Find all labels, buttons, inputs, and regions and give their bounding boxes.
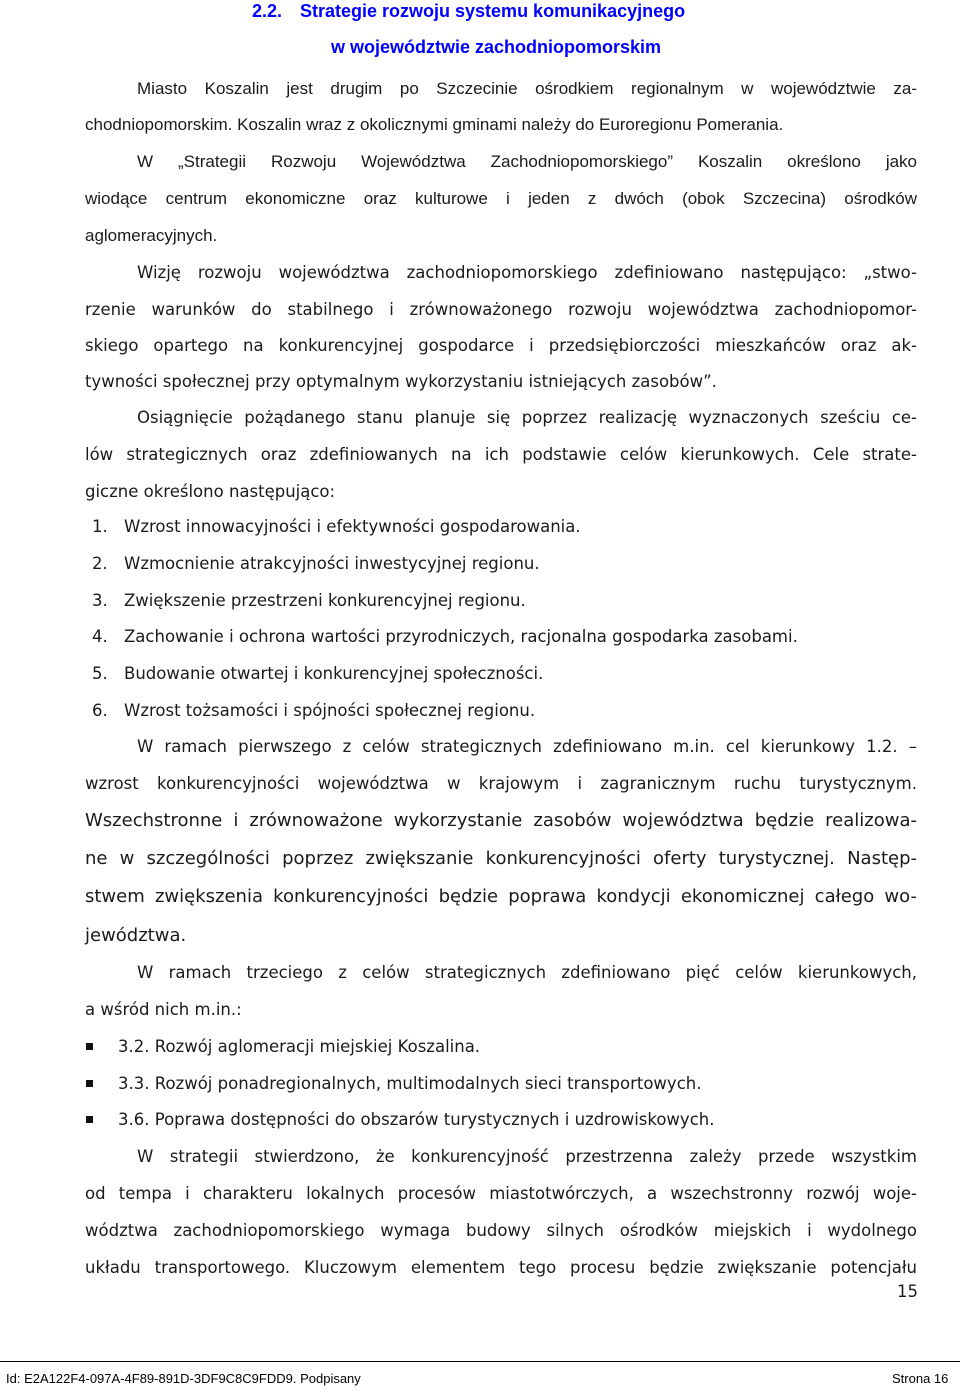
paragraph-line: W ramach pierwszego z celów strategicznych zdefiniowano m.in. cel kierunkowy 1.2. – [137,737,917,756]
footer-document-id: Id: E2A122F4-097A-4F89-891D-3DF9C8C9FDD9. Podpisany [6,1371,361,1386]
paragraph-line: wództwa zachodniopomorskiego wymaga budowy silnych ośrodków miejskich i wydolnego [85,1221,917,1240]
paragraph-line: aglomeracyjnych. [85,226,218,245]
square-bullet-icon [86,1116,93,1123]
paragraph-line: Osiągnięcie pożądanego stanu planuje się poprzez realizację wyznaczonych sześciu ce- [137,408,917,427]
goal-text: Zachowanie i ochrona wartości przyrodniczych, racjonalna gospodarka zasobami. [124,627,798,646]
section-title-line1: Strategie rozwoju systemu komunikacyjnego [300,1,686,21]
goal-number: 6. [92,701,108,720]
goal-number: 5. [92,664,108,683]
goal-number: 4. [92,627,108,646]
goal-text: Wzrost innowacyjności i efektywności gospodarowania. [124,517,581,536]
paragraph-line: W „Strategii Rozwoju Województwa Zachodniopomorskiego” Koszalin określono jako [137,152,917,171]
section-number: 2.2. [252,1,283,21]
paragraph-line: jewództwa. [85,925,187,946]
square-bullet-icon [86,1043,93,1050]
footer-page-label: Strona 16 [892,1371,949,1386]
section-title-line2: w województwie zachodniopomorskim [331,37,662,57]
goal-number: 2. [92,554,108,573]
paragraph-line: W ramach trzeciego z celów strategicznych zdefiniowano pięć celów kierunkowych, [137,963,917,982]
square-bullet-icon [86,1080,93,1087]
paragraph-line: układu transportowego. Kluczowym elementem tego procesu będzie zwiększanie potencjału [85,1258,917,1277]
paragraph-line: tywności społecznej przy optymalnym wykorzystaniu istniejących zasobów”. [85,372,717,391]
paragraph-line: lów strategicznych oraz zdefiniowanych na ich podstawie celów kierunkowych. Cele strate- [85,445,917,464]
paragraph-line: giczne określono następująco: [85,482,336,501]
bullet-item: 3.2. Rozwój aglomeracji miejskiej Koszalina. [118,1037,481,1056]
paragraph-line: a wśród nich m.in.: [85,1000,242,1019]
paragraph-line: W strategii stwierdzono, że konkurencyjność przestrzenna zależy przede wszystkim [137,1147,917,1166]
bullet-item: 3.3. Rozwój ponadregionalnych, multimodalnych sieci transportowych. [118,1074,702,1093]
goal-text: Budowanie otwartej i konkurencyjnej społeczności. [124,664,544,683]
goal-text: Zwiększenie przestrzeni konkurencyjnej regionu. [124,591,526,610]
paragraph-line: skiego opartego na konkurencyjnej gospodarce i przedsiębiorczości mieszkańców oraz ak- [85,336,917,355]
goal-number: 3. [92,591,108,610]
paragraph-line: rzenie warunków do stabilnego i zrównoważonego rozwoju województwa zachodniopomor- [85,300,917,319]
page-number: 15 [897,1282,918,1301]
paragraph-line: chodniopomorskim. Koszalin wraz z okolicznymi gminami należy do Euroregionu Pomerania. [85,115,784,134]
paragraph-line: od tempa i charakteru lokalnych procesów miastotwórczych, a wszechstronny rozwój woje- [85,1184,917,1203]
paragraph-line: ne w szczególności poprzez zwiększanie konkurencyjności oferty turystycznej. Następ- [85,848,917,869]
paragraph-line: Wizję rozwoju województwa zachodniopomorskiego zdefiniowano następująco: „stwo- [137,263,917,282]
paragraph-line: Miasto Koszalin jest drugim po Szczecinie ośrodkiem regionalnym w województwie za- [137,79,917,98]
goal-number: 1. [92,517,108,536]
paragraph-line: Wszechstronne i zrównoważone wykorzystanie zasobów województwa będzie realizowa- [85,810,917,831]
bullet-item: 3.6. Poprawa dostępności do obszarów turystycznych i uzdrowiskowych. [118,1110,715,1129]
paragraph-line: wzrost konkurencyjności województwa w krajowym i zagranicznym ruchu turystycznym. [85,774,917,793]
goal-text: Wzmocnienie atrakcyjności inwestycyjnej regionu. [124,554,540,573]
paragraph-line: wiodące centrum ekonomiczne oraz kulturowe i jeden z dwóch (obok Szczecina) ośrodków [85,189,917,208]
footer-divider [0,1361,960,1362]
goal-text: Wzrost tożsamości i spójności społecznej regionu. [124,701,536,720]
paragraph-line: stwem zwiększenia konkurencyjności będzie poprawa kondycji ekonomicznej całego wo- [85,886,917,907]
